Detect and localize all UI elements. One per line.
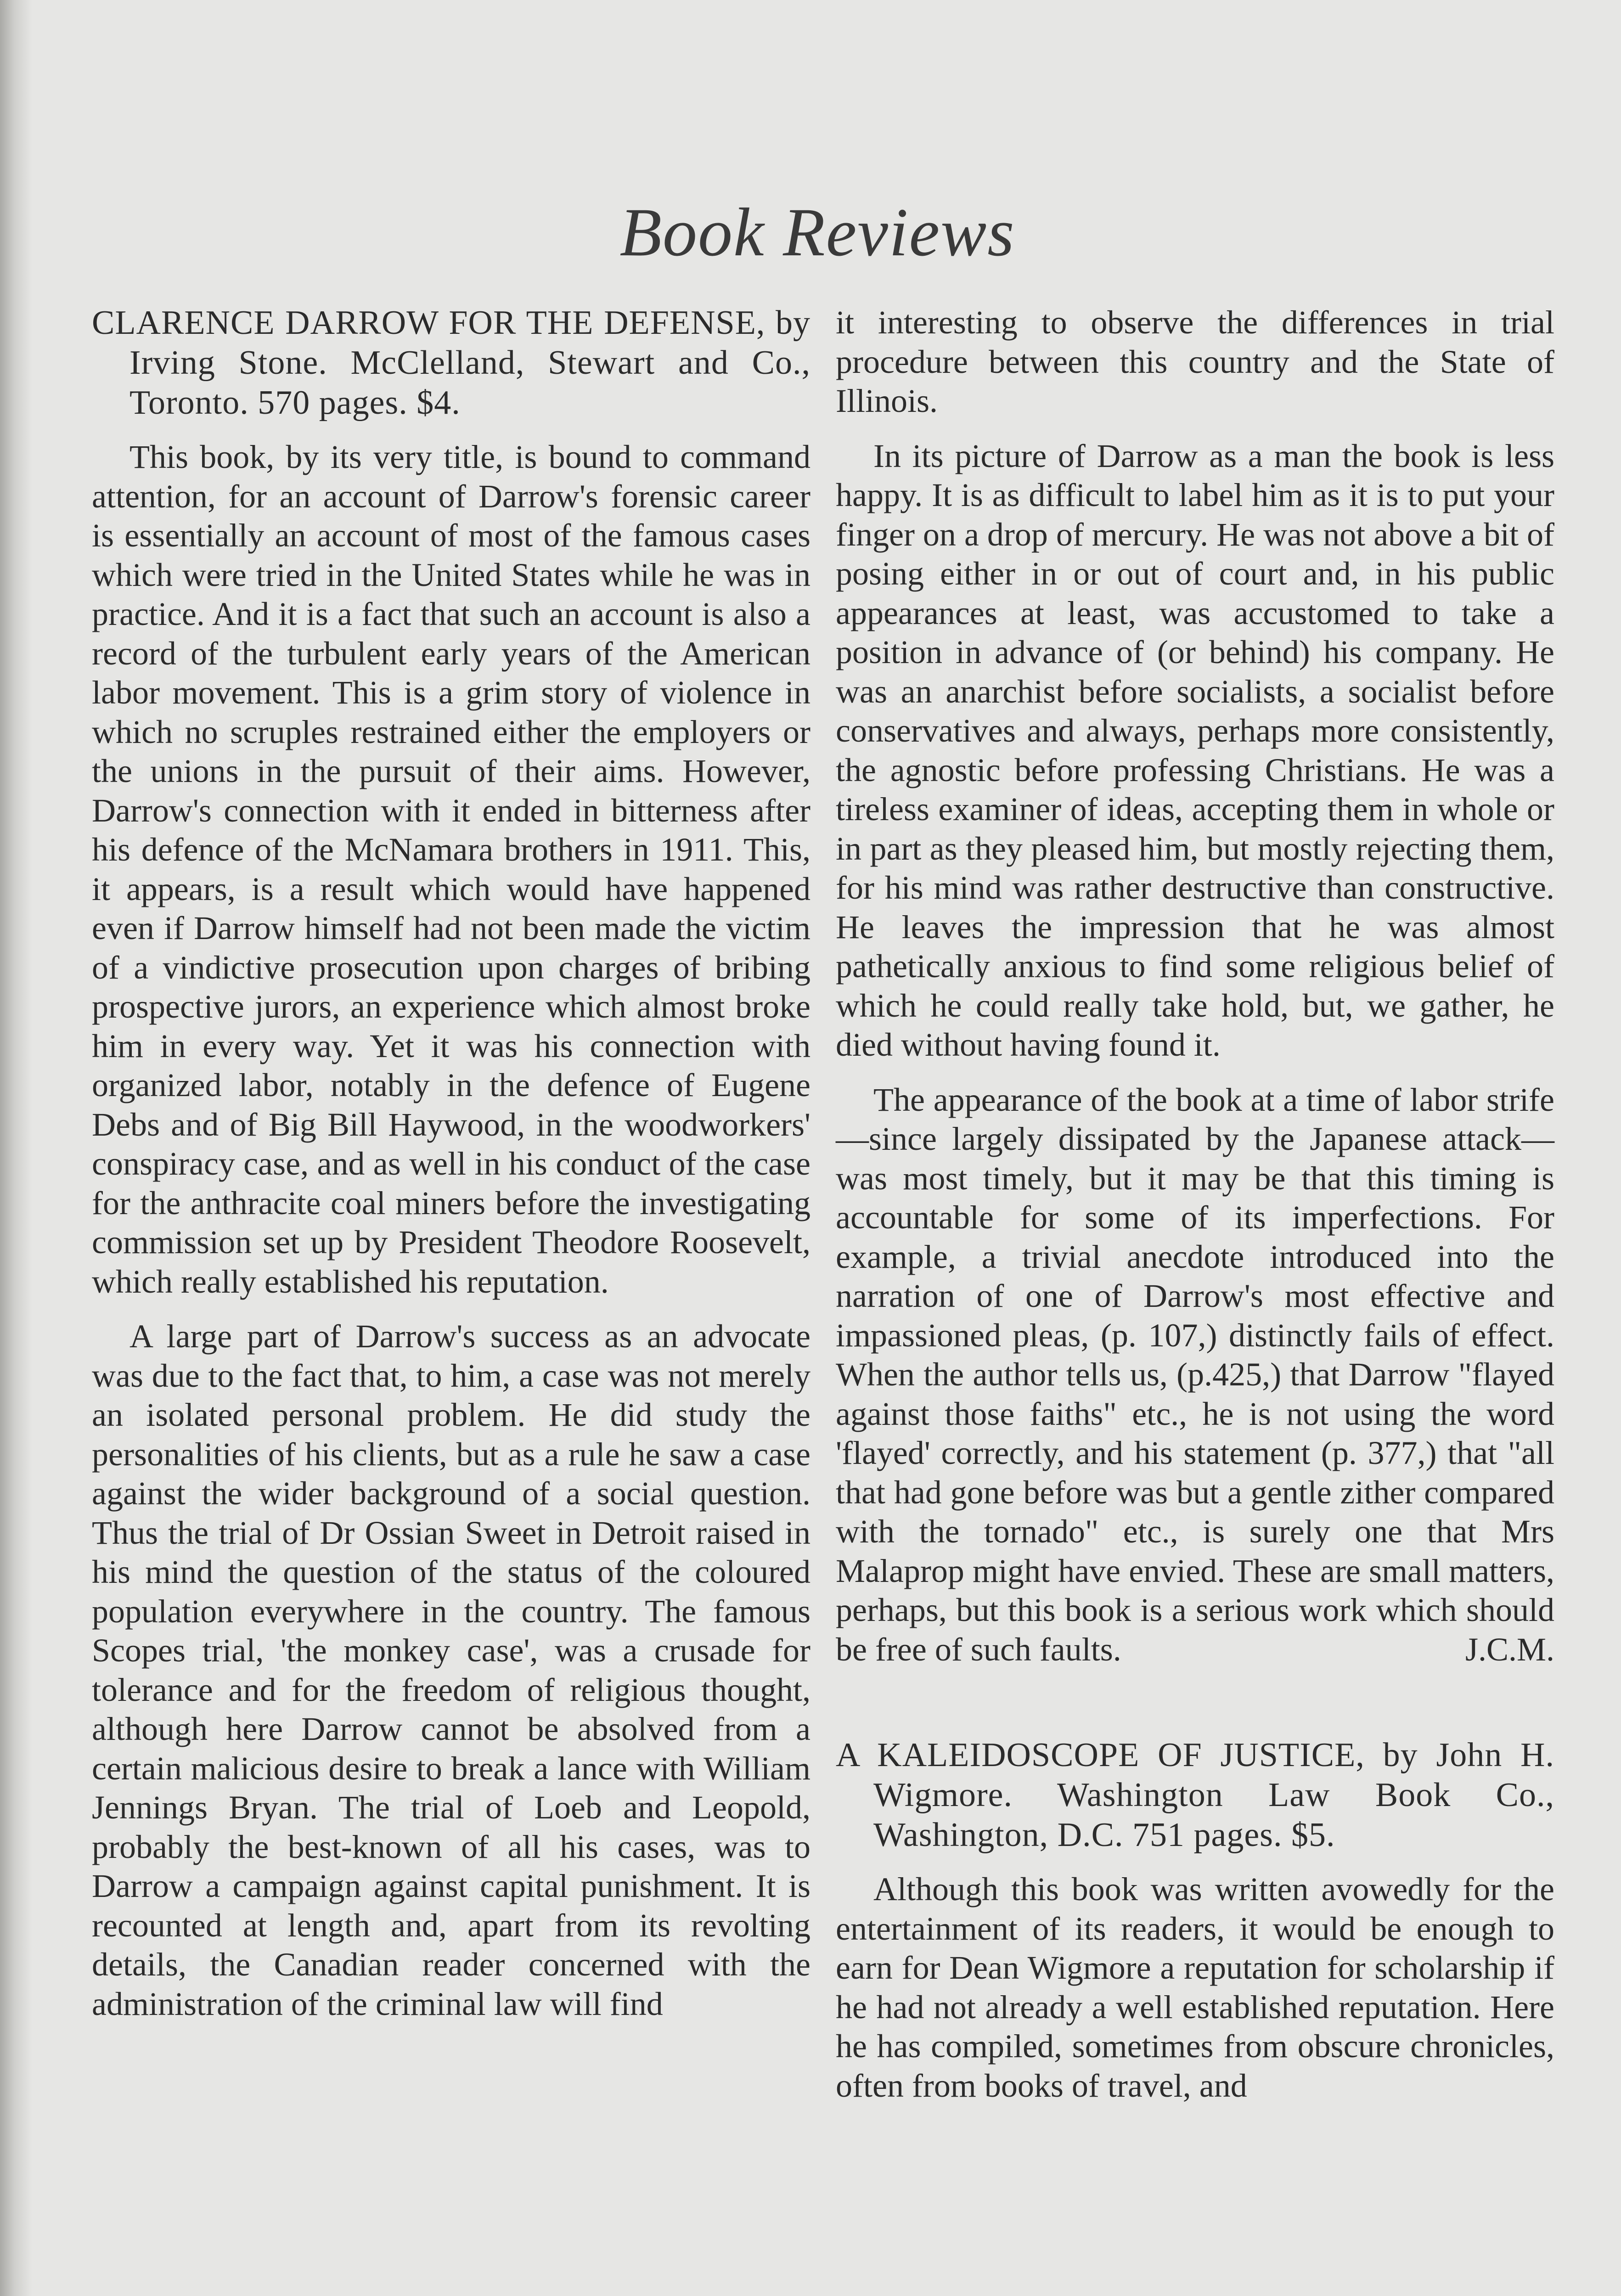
review-2-paragraph-1: Although this book was written avowedly for the entertainment of its readers, it would be enough to earn for Dean Wigmore a reputation for scholarship if he had not already a well established reputation. Here he has compiled, sometimes from obscure chronicles, often from books of travel, and <box>836 1871 1554 2104</box>
review-1-paragraph-2-continued: it interesting to observe the differences in trial procedure between this country and the State of Illinois. <box>836 304 1554 419</box>
book-spine-shadow <box>0 0 32 2296</box>
review-1-heading: CLARENCE DARROW FOR THE DEFENSE, by Irving Stone. McClelland, Stewart and Co., Toronto. 570 pages. $4. <box>92 304 810 422</box>
right-column <box>836 303 1554 2121</box>
review-1-signature: J.C.M. <box>1465 1631 1554 1668</box>
review-1-paragraph-3: In its picture of Darrow as a man the book is less happy. It is as difficult to label him as it is to put your finger on a drop of mercury. He was not above a bit of posing either in or out of court and, in his public appearances at least, was accustomed to take a position in advance of (or behind) his company. He was an anarchist before socialists, a socialist before conservatives and always, perhaps more consistently, the agnostic before professing Christians. He was a tireless examiner of ideas, accepting them in whole or in part as they pleased him, but mostly rejecting them, for his mind was rather destructive than constructive. He leaves the impression that he was almost pathetically anxious to find some religious belief of which he could really take hold, but, we gather, he died without having found it. <box>836 437 1554 1063</box>
review-1-paragraph-2: A large part of Darrow's success as an advocate was due to the fact that, to him, a case was not merely an isolated personal problem. He did study the personalities of his clients, but as a rule he saw a case against the wider background of a social question. Thus the trial of Dr Ossian Sweet in Detroit raised in his mind the question of the status of the coloured population everywhere in the country. The famous Scopes trial, 'the monkey case', was a crusade for tolerance and for the freedom of religious thought, although here Darrow cannot be absolved from a certain malicious desire to break a lance with William Jennings Bryan. The trial of Loeb and Leopold, probably the best-known of all his cases, was to Darrow a campaign against capital punishment. It is recounted at length and, apart from its revolting details, the Canadian reader concerned with the administration of the criminal law will find <box>92 1318 810 2022</box>
review-2-heading: A KALEIDOSCOPE OF JUSTICE, by John H. Wigmore. Washington Law Book Co., Washington, D.C. 751 pages. $5. <box>836 1736 1554 1854</box>
review-1-paragraph-1: This book, by its very title, is bound to command attention, for an account of Darrow's forensic career is essentially an account of most of the famous cases which were tried in the United States while he was in practice. And it is a fact that such an account is also a record of the turbulent early years of the American labor movement. This is a grim story of violence in which no scruples restrained either the employers or the unions in the pursuit of their aims. However, Darrow's connection with it ended in bitterness after his defence of the McNamara brothers in 1911. This, it appears, is a result which would have happened even if Darrow himself had not been made the victim of a vindictive prosecution upon charges of bribing prospective jurors, an experience which almost broke him in every way. Yet it was his connection with organized labor, notably in the defence of Eugene Debs and of Big Bill Haywood, in the woodworkers' conspiracy case, and as well in his conduct of the case for the anthracite coal miners before the investigating commission set up by President Theodore Roosevelt, which really established his reputation. <box>92 439 810 1300</box>
review-1-paragraph-4 <box>836 1080 1554 1670</box>
left-column <box>92 303 810 2039</box>
page-title: Book Reviews <box>619 194 1015 270</box>
review-1-paragraph-4-text: The appearance of the book at a time of labor strife—since largely dissipated by the Japanese attack—was most timely, but it may be that this timing is accountable for some of its imperfections. For example, a trivial anecdote introduced into the narration of one of Darrow's most effective and impassioned pleas, (p. 107,) distinctly fails of effect. When the author tells us, (p.425,) that Darrow "flayed against those faiths" etc., he is not using the word 'flayed' correctly, and his statement (p. 377,) that "all that had gone before was but a gentle zither compared with the tornado" etc., is surely one that Mrs Malaprop might have envied. These are small matters, perhaps, but this book is a serious work which should be free of such faults. <box>836 1081 1554 1668</box>
review-separator <box>836 1685 1554 1735</box>
